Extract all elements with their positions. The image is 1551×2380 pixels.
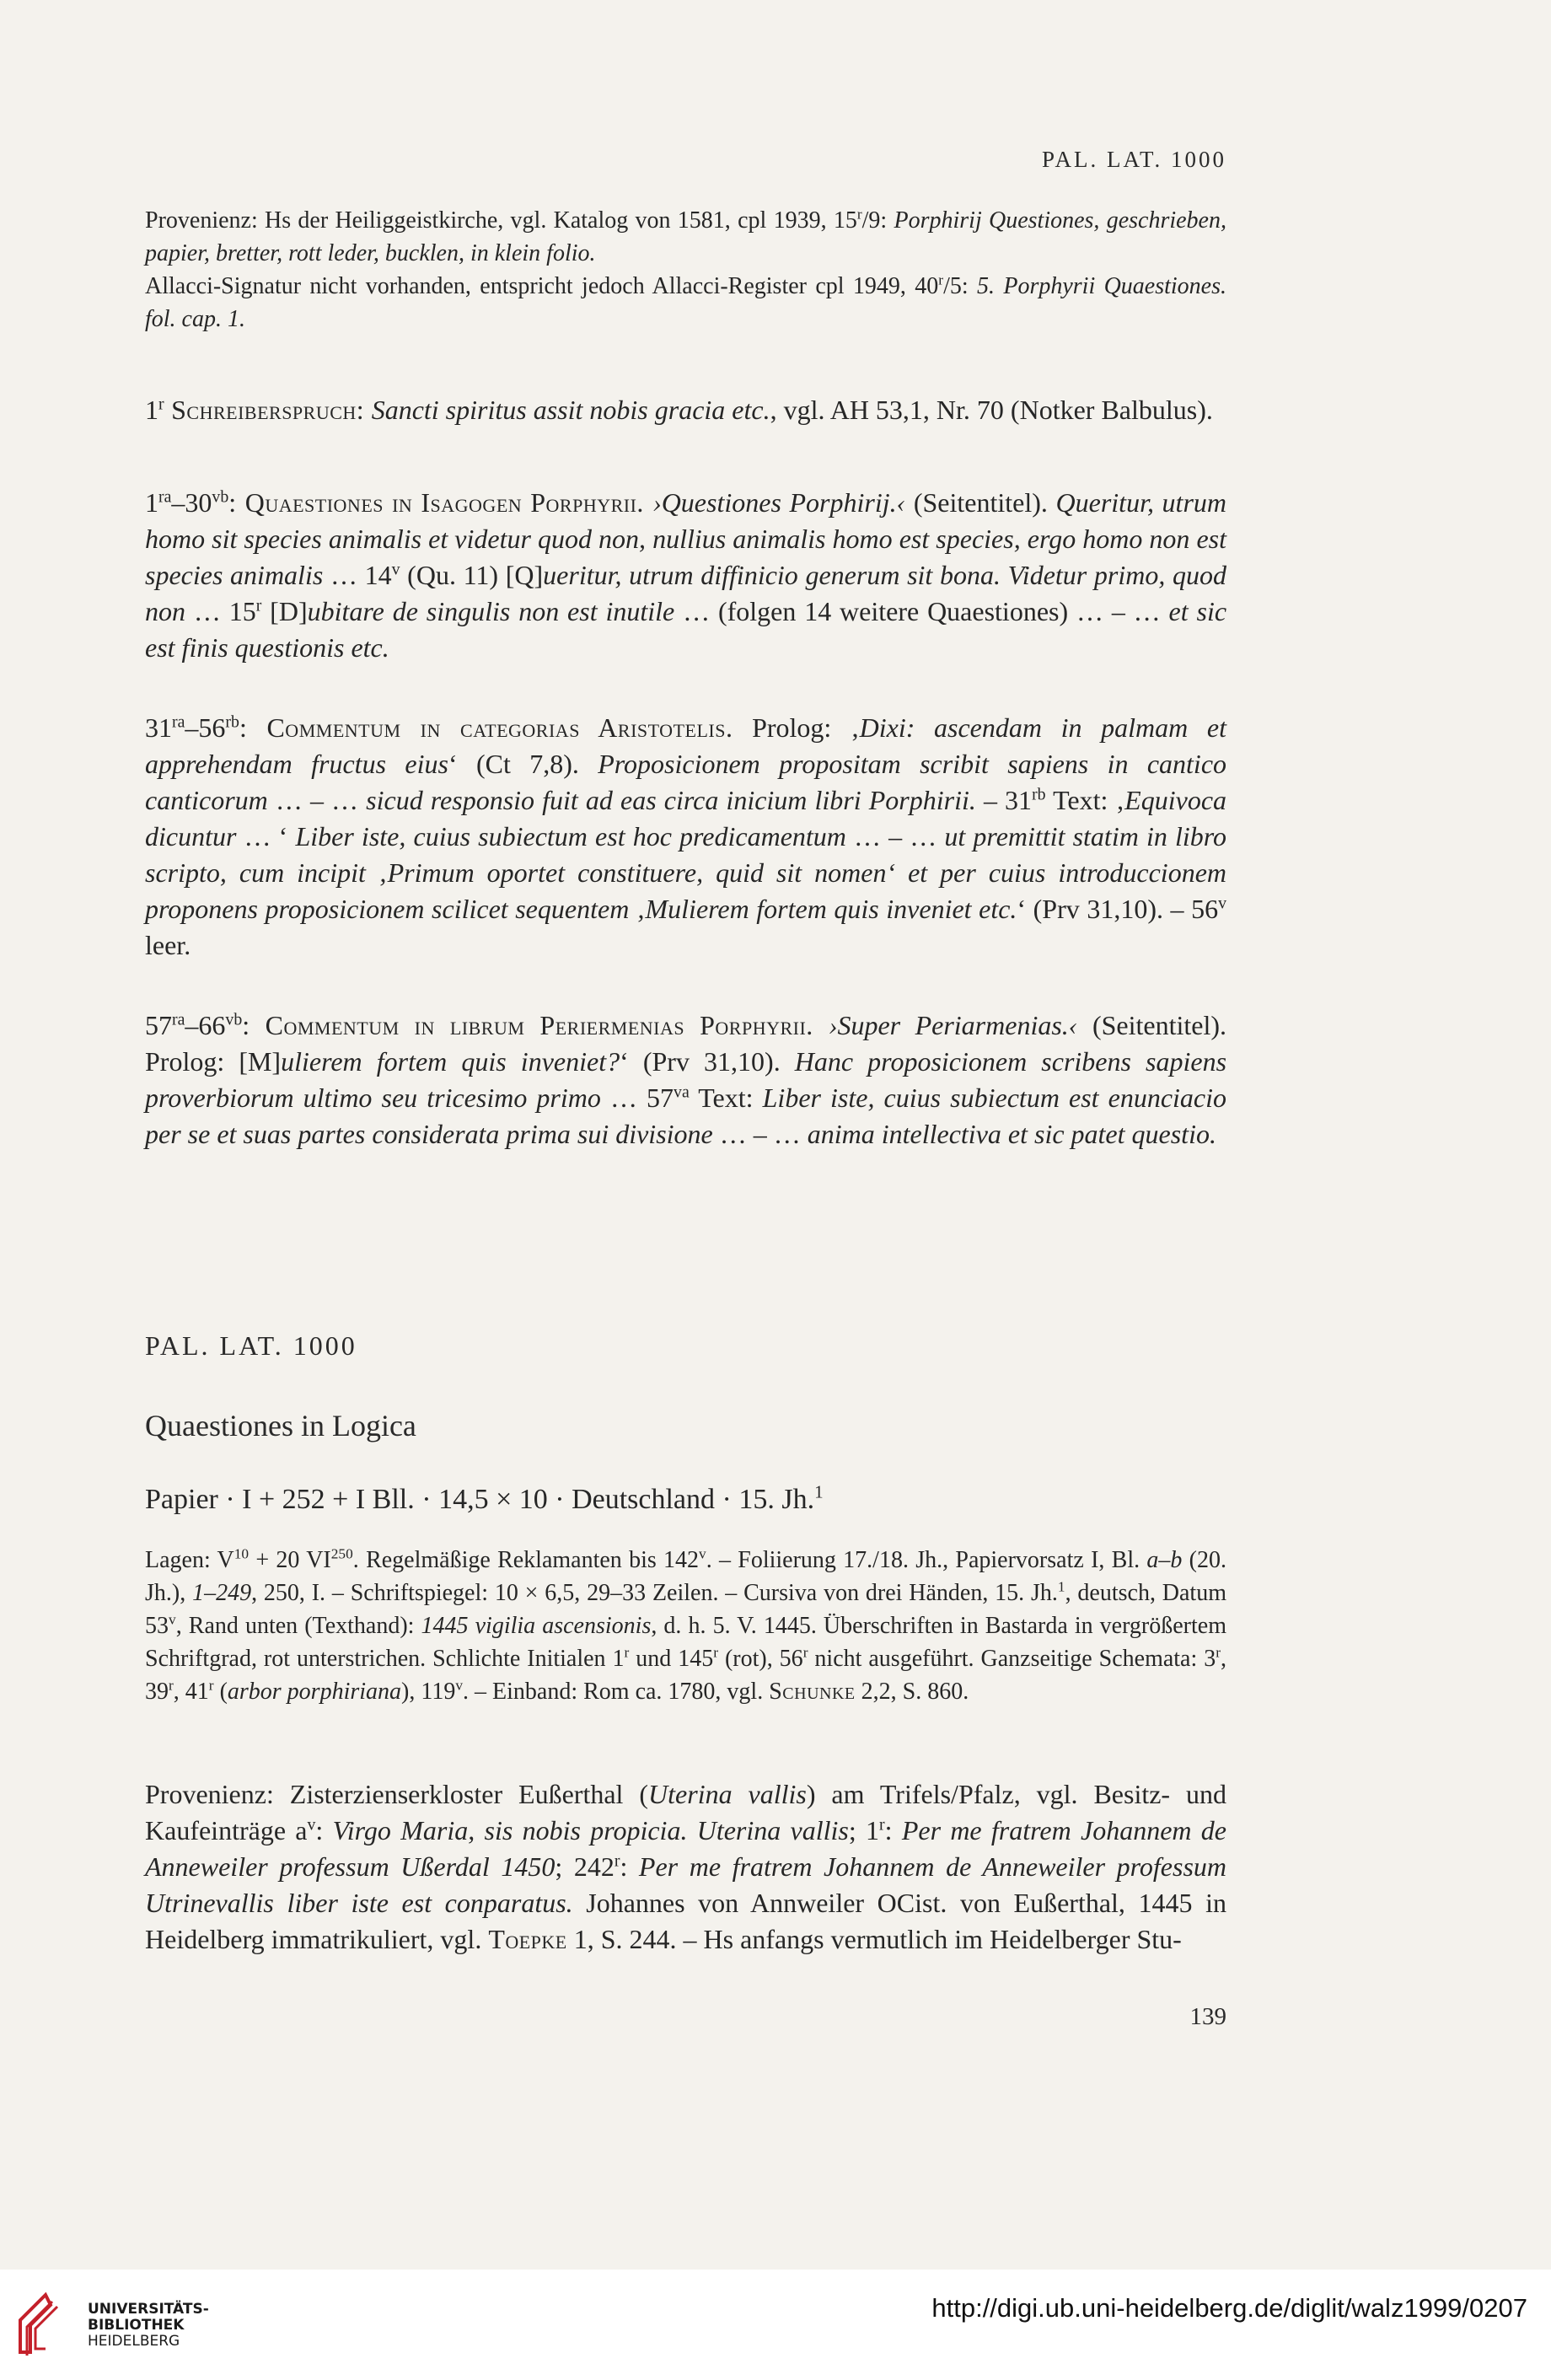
library-logo-icon[interactable] — [12, 2290, 79, 2357]
library-name[interactable]: UNIVERSITÄTS- BIBLIOTHEK HEIDELBERG — [88, 2301, 209, 2350]
running-head: PAL. LAT. 1000 — [1041, 147, 1226, 172]
entry-provenance-paragraph: Provenienz: Zisterzienserkloster Eußerthal (Uterina vallis) am Trifels/Pfalz, vgl. Besitz- und Kaufeinträge $a^v$: Virgo Maria, sis nobis propicia. Uterina vallis; 1$^r$: Per me fratrem Johannem de Anneweiler professum Ußerdal 1450; 242$^r$: Per me fratrem Johannem de Anneweiler professum Utrinevallis liber iste est conparatus. Johannes von Annweiler OCist. von Eußerthal, 1445 in Heidelberg immatrikuliert, vgl. Toepke 1, S. 244. – Hs anfangs vermutlich im Heidelberger Stu- — [145, 1779, 1227, 1954]
schreiberspruch-paragraph: 1$^r$ Schreiberspruch: Sancti spiritus assit nobis gracia etc., vgl. AH 53,1, Nr. 70 (Notker Balbulus). — [145, 395, 1213, 425]
footer-bar — [0, 2270, 1551, 2380]
entry-title: Quaestiones in Logica — [145, 1409, 416, 1443]
quaestiones-paragraph: $1^{ra}-30^{vb}$: Quaestiones in Isagogen Porphyrii. ›Questiones Porphirij.‹ (Seitentitel). Queritur, utrum homo sit species animalis et videtur quod non, nullius animalis homo est species, ergo homo non est species animalis … 14$^v$ (Qu. 11) [Q]ueritur, utrum diffinicio generum sit bona. Videtur primo, quod non … 15$^r$ [D]ubitare de singulis non est inutile … (folgen 14 weitere Quaestiones) … – … et sic est finis questionis etc. — [145, 487, 1227, 663]
lagen-paragraph: Lagen: $V^{10} + 20$ VI$^{250}$. Regelmäßige Reklamanten bis 142$^v$. – Foliierung 17./18. Jh., Papiervorsatz I, Bl. a–b (20. Jh.), 1–249, 250, I. – Schriftspiegel: 10 × 6,5, 29–33 Zeilen. – Cursiva von drei Händen, 15. Jh.$^1$, deutsch, Datum 53$^v$, Rand unten (Texthand): 1445 vigilia ascensionis, d. h. 5. V. 1445. Überschriften in Bastarda in vergrößertem Schriftgrad, rot unterstrichen. Schlichte Initialen 1$^r$ und 145$^r$ (rot), 56$^r$ nicht ausgeführt. Ganzseitige Schemata: 3$^r$, 39$^r$, 41$^r$ (arbor porphiriana), 119$^v$. – Einband: Rom ca. 1780, vgl. Schunke 2,2, S. 860. — [145, 1545, 1227, 1705]
entry-meta: Papier · I + 252 + I Bll. · 14,5 × 10 · Deutschland · 15. Jh.$^1$ — [145, 1481, 824, 1515]
prev-provenance — [145, 204, 1226, 336]
categorias-paragraph: $31^{ra}-56^{rb}$: Commentum in categorias Aristotelis. Prolog: ‚Dixi: ascendam in palmam et apprehendam fructus eius‘ (Ct 7,8). Proposicionem propositam scribit sapiens in cantico canticorum … – … sicud responsio fuit ad eas circa inicium libri Porphirii. – $31^{rb}$ Text: ‚Equivoca dicuntur … ‘ Liber iste, cuius subiectum est hoc predicamentum … – … ut premittit statim in libro scripto, cum incipit ‚Primum oportet constituere, quid sit nomen‘ et per cuius introduccionem proponens proposicionem scilicet sequentem ‚Mulierem fortem quis inveniet etc.‘ (Prv 31,10). – 56$^v$ leer. — [145, 712, 1227, 960]
entry-signature: PAL. LAT. 1000 — [145, 1330, 357, 1361]
allacci-paragraph: Allacci-Signatur nicht vorhanden, entspricht jedoch Allacci-Register cpl 1949, 40$^r$/5: 5. Porphyrii Quaestiones. fol. cap. 1. — [145, 271, 1227, 332]
periermenias-paragraph: $57^{ra}-66^{vb}$: Commentum in librum Periermenias Porphyrii. ›Super Periarmenias.‹ (Seitentitel). Prolog: [M]ulierem fortem quis inveniet?‘ (Prv 31,10). Hanc proposicionem scribens sapiens proverbiorum ultimo seu tricesimo primo … $57^{va}$ Text: Liber iste, cuius subiectum est enunciacio per se et suas partes considerata prima sui divisione … – … anima intellectiva et sic patet questio. — [145, 1010, 1227, 1149]
page-number: 139 — [1189, 2003, 1226, 2030]
provenance-paragraph: Provenienz: Hs der Heiliggeistkirche, vgl. Katalog von 1581, cpl 1939, 15$^r$/9: Porphirij Questiones, geschrieben, papier, bretter, rott leder, bucklen, in klein folio. — [145, 206, 1226, 266]
source-url-link[interactable]: http://digi.ub.uni-heidelberg.de/diglit/walz1999/0207 — [931, 2293, 1527, 2323]
